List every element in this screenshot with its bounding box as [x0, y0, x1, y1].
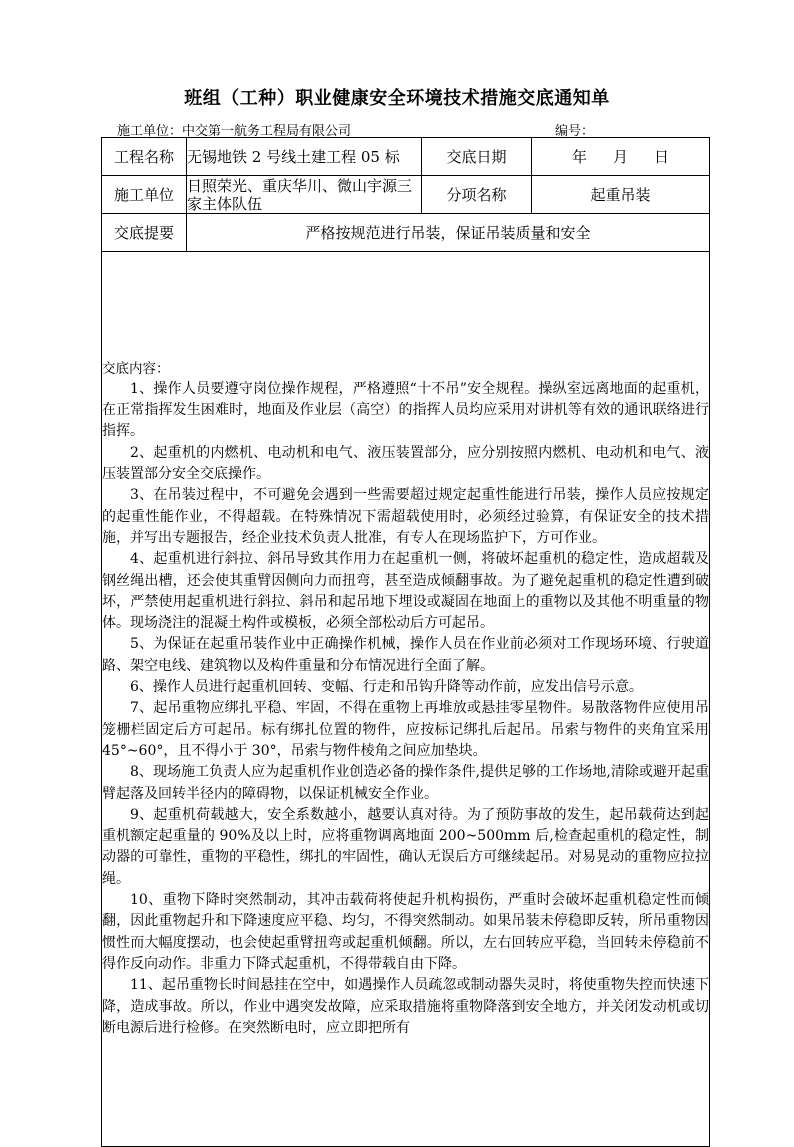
date-day: 日: [654, 147, 670, 166]
content-paragraph: 7、起吊重物应绑扎平稳、牢固，不得在重物上再堆放或悬挂零星物件。易散落物件应使用吊笼栅栏固定后方可起吊。标有绑扎位置的物件，应按标记绑扎后起吊。吊索与物件的夹角宜采用 45°~60°，且不得小于 30°，吊索与物件棱角之间应加垫块。: [102, 700, 709, 759]
construction-unit-value: 日照荣光、重庆华川、微山宇源三家主体队伍: [187, 176, 422, 214]
document-title: 班组（工种）职业健康安全环境技术措施交底通知单: [184, 88, 610, 109]
sub-item-label: 分项名称: [422, 176, 532, 214]
project-name-value: 无锡地铁 2 号线土建工程 05 标: [187, 138, 422, 176]
content-paragraph: 8、现场施工负责人应为起重机作业创造必备的操作条件,提供足够的工作场地,清除或避开起重臂起落及回转半径内的障碍物，以保证机械安全作业。: [102, 764, 709, 802]
date-year: 年: [571, 147, 587, 166]
content-paragraph: 4、起重机进行斜拉、斜吊导致其作用力在起重机一侧，将破坏起重机的稳定性，造成超载及钢丝绳出槽，还会使其重臂因侧向力而扭弯，甚至造成倾翻事故。为了避免起重机的稳定性遭到破坏，严禁使用起重机进行斜拉、斜吊和起吊地下埋设或凝固在地面上的重物以及其他不明重量的物体。现场浇注的混凝土构件或模板，必须全部松动后方可起吊。: [102, 551, 709, 632]
content-paragraph: 1、操作人员要遵守岗位操作规程，严格遵照“十不吊”安全规程。操纵室远离地面的起重机，在正常指挥发生困难时，地面及作业层（高空）的指挥人员均应采用对讲机等有效的通讯联络进行指挥。: [102, 380, 709, 440]
content-paragraph: 6、操作人员进行起重机回转、变幅、行走和吊钩升降等动作前，应发出信号示意。: [130, 679, 643, 696]
content-paragraph: 10、重物下降时突然制动，其冲击载荷将使起升机构损伤，严重时会破坏起重机稳定性而倾翻，因此重物起升和下降速度应平稳、均匀，不得突然制动。如果吊装未停稳即反转，所吊重物因惯性而大幅度摆动，也会使起重臂扭弯或起重机倾翻。所以，左右回转应平稳，当回转未停稳前不得作反向动作。非重力下降式起重机，不得带载自由下降。: [102, 892, 709, 972]
handover-date-value: [532, 138, 710, 176]
row-summary: [102, 214, 710, 252]
content-cell: [102, 252, 710, 1147]
handover-form-table: [101, 137, 710, 1147]
summary-label: 交底提要: [102, 214, 187, 252]
content-heading: 交底内容：: [102, 360, 170, 377]
construction-unit-label: 施工单位: [102, 176, 187, 214]
project-name-label: 工程名称: [102, 138, 187, 176]
content-paragraph: 9、起重机荷载越大，安全系数越小，越要认真对待。为了预防事故的发生，起吊载荷达到起重机额定起重量的 90%及以上时，应将重物调离地面 200~500mm 后,检查起重机的稳定性，制动器的可靠性，重物的平稳性，绑扎的牢固性，确认无误后方可继续起吊。对易晃动的重物应拉拉绳。: [102, 806, 709, 887]
row-project: [102, 138, 710, 176]
row-content: [102, 252, 710, 1147]
content-paragraph: 3、在吊装过程中，不可避免会遇到一些需要超过规定起重性能进行吊装，操作人员应按规定的起重性能作业，不得超载。在特殊情况下需超载使用时，必须经过验算，有保证安全的技术措施，并写出专题报告，经企业技术负责人批准，有专人在现场监护下，方可作业。: [102, 487, 709, 546]
summary-value: 严格按规范进行吊装，保证吊装质量和安全: [187, 214, 710, 252]
date-month: 月: [612, 147, 628, 166]
sub-item-value: 起重吊装: [532, 176, 710, 214]
content-paragraph: 2、起重机的内燃机、电动机和电气、液压装置部分，应分别按照内燃机、电动机和电气、液压装置部分安全交底操作。: [102, 444, 709, 483]
content-paragraph: 11、起吊重物长时间悬挂在空中，如遇操作人员疏忽或制动器失灵时，将使重物失控而快速下降，造成事故。所以，作业中遇突发故障，应采取措施将重物降落到安全地方，并关闭发动机或切断电源后进行检修。在突然断电时，应立即把所有: [102, 977, 709, 1036]
row-unit: [102, 176, 710, 214]
content-paragraph: 5、为保证在起重吊装作业中正确操作机械，操作人员在作业前必须对工作现场环境、行驶道路、架空电线、建筑物以及构件重量和分布情况进行全面了解。: [102, 636, 709, 674]
number-label: 编号：: [555, 124, 595, 139]
construction-unit-line: 施工单位：中交第一航务工程局有限公司: [117, 124, 352, 139]
handover-date-label: 交底日期: [422, 138, 532, 176]
